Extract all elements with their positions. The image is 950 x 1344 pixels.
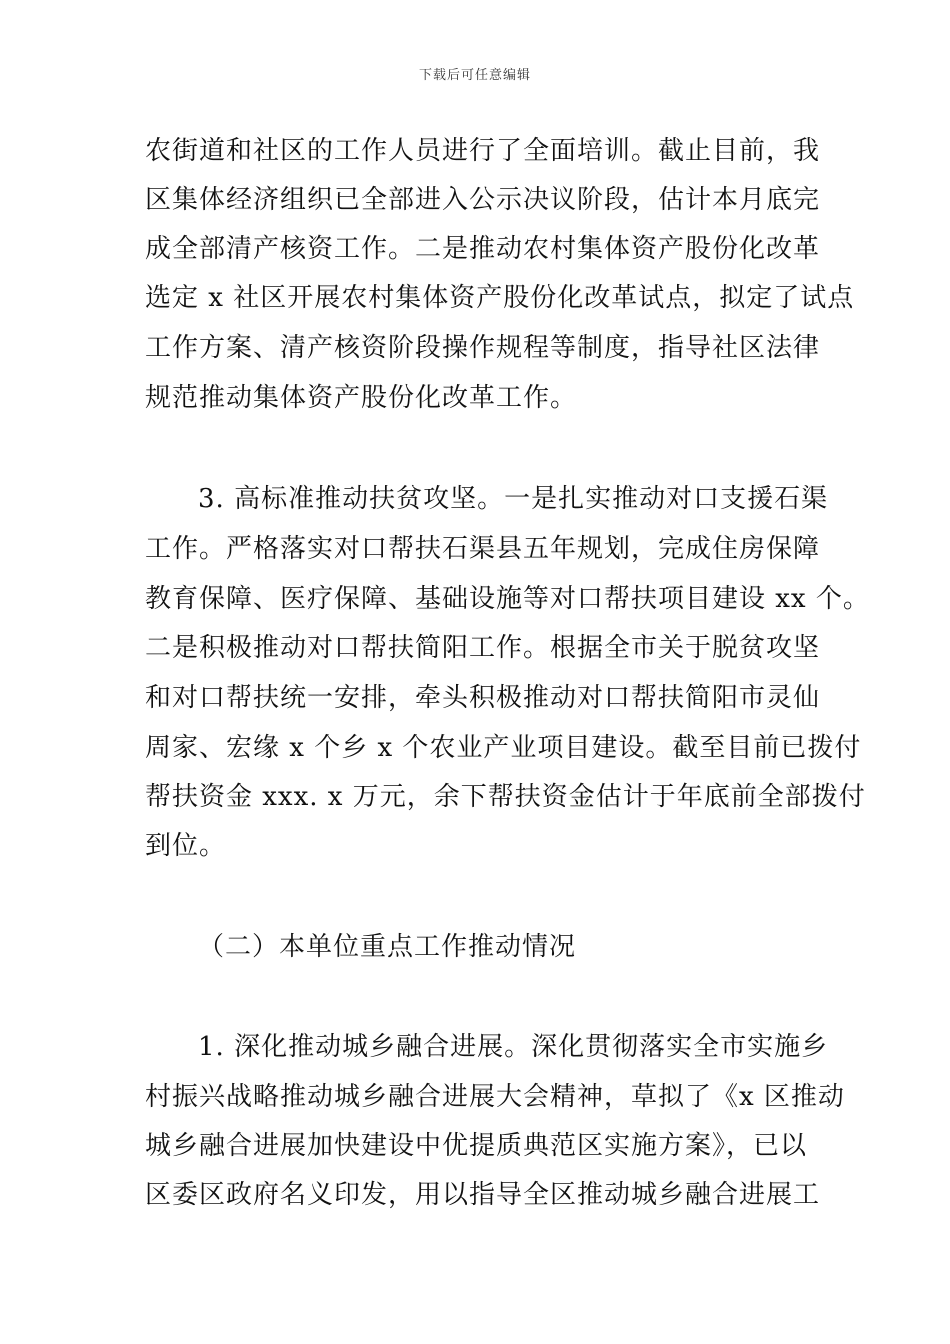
paragraph-line: 和对口帮扶统一安排，牵头积极推动对口帮扶简阳市灵仙 [145,683,821,713]
paragraph-line: 规范推动集体资产股份化改革工作。 [145,383,578,413]
section-heading: （二）本单位重点工作推动情况 [198,932,577,962]
paragraph-line: 区集体经济组织已全部进入公示决议阶段，估计本月底完 [145,185,821,215]
paragraph-line: 城乡融合进展加快建设中优提质典范区实施方案》，已以 [145,1131,808,1161]
paragraph-line: 3. 高标准推动扶贫攻坚。一是扎实推动对口支援石渠 [198,484,829,514]
paragraph-line: 成全部清产核资工作。二是推动农村集体资产股份化改革 [145,234,821,264]
paragraph-line: 工作方案、清产核资阶段操作规程等制度，指导社区法律 [145,333,821,363]
paragraph-line: 村振兴战略推动城乡融合进展大会精神，草拟了《x 区推动 [145,1082,845,1112]
paragraph-line: 工作。严格落实对口帮扶石渠县五年规划，完成住房保障 [145,534,821,564]
paragraph-line: 周家、宏缘 x 个乡 x 个农业产业项目建设。截至目前已拨付 [145,733,862,763]
paragraph-line: 农街道和社区的工作人员进行了全面培训。截止目前，我 [145,136,821,166]
paragraph-line: 1. 深化推动城乡融合进展。深化贯彻落实全市实施乡 [198,1032,829,1062]
paragraph-line: 选定 x 社区开展农村集体资产股份化改革试点，拟定了试点 [145,283,855,313]
paragraph-line: 帮扶资金 xxx. x 万元，余下帮扶资金估计于年底前全部拨付 [145,782,866,812]
paragraph-line: 区委区政府名义印发，用以指导全区推动城乡融合进展工 [145,1180,821,1210]
paragraph-line: 二是积极推动对口帮扶简阳工作。根据全市关于脱贫攻坚 [145,633,821,663]
paragraph-line: 到位。 [145,831,227,861]
paragraph-line: 教育保障、医疗保障、基础设施等对口帮扶项目建设 xx 个。 [145,584,870,614]
download-note: 下载后可任意编辑 [418,68,531,83]
